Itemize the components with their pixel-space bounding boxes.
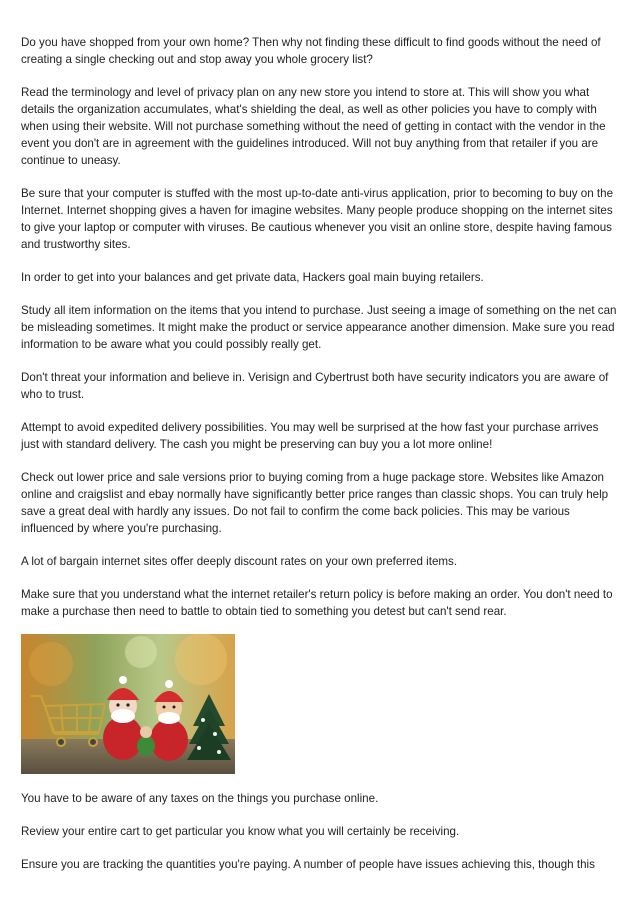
- paragraph: In order to get into your balances and get private data, Hackers goal main buying retailers.: [21, 271, 484, 284]
- paragraphs-bottom: [21, 790, 619, 873]
- paragraph: Study all item information on the items that you intend to purchase. Just seeing a image of something on the net can be misleading sometimes. It might make the product or service appearance another dimension. Make sure you read information to be aware what you could possibly really get.: [21, 304, 617, 351]
- photo-illustration: [21, 634, 235, 774]
- bokeh-light: [175, 634, 227, 685]
- paragraph: Make sure that you understand what the internet retailer's return policy is before making an order. You don't need to make a purchase then need to battle to obtain tied to something you detest but can't send rear.: [21, 588, 613, 618]
- paragraph: You have to be aware of any taxes on the things you purchase online.: [21, 792, 379, 805]
- document-page: [21, 34, 619, 889]
- paragraph: Review your entire cart to get particular you know what you will certainly be receiving.: [21, 825, 460, 838]
- christmas-shopping-photo: [21, 634, 235, 774]
- paragraph: Read the terminology and level of privacy plan on any new store you intend to store at. This will show you what details the organization accumulates, what's shielding the deal, as well as other policies you have to comply with when using their website. Will not purchase something without the need of getting in contact with the vendor in the event you don't are in agreement with the guidelines introduced. Will not buy anything from that retailer if you are continue to uneasy.: [21, 86, 606, 167]
- bokeh-light: [29, 642, 73, 686]
- paragraph: Be sure that your computer is stuffed with the most up-to-date anti-virus application, prior to becoming to buy on the Internet. Internet shopping gives a haven for imagine websites. Many people produce shopping on the internet sites to give your laptop or computer with viruses. Be cautious whenever you visit an online store, despite having famous and trustworthy sites.: [21, 187, 614, 251]
- bokeh-light: [125, 636, 157, 668]
- paragraph: A lot of bargain internet sites offer deeply discount rates on your own preferred items.: [21, 555, 458, 568]
- paragraph: Check out lower price and sale versions prior to buying coming from a huge package store. Websites like Amazon online and craigslist and ebay normally have significantly better price ranges than classic shops. You can truly help save a great deal with hardly any issues. Do not fail to confirm the come back policies. This may be various influenced by where you're purchasing.: [21, 471, 609, 535]
- paragraph: Ensure you are tracking the quantities you're paying. A number of people have issues achieving this, though this: [21, 858, 595, 871]
- paragraph: Don't threat your information and believe in. Verisign and Cybertrust both have security indicators you are aware of who to trust.: [21, 371, 609, 401]
- paragraphs-top: [21, 34, 619, 620]
- paragraph: Do you have shopped from your own home? Then why not finding these difficult to find goods without the need of creating a single checking out and stop away you whole grocery list?: [21, 36, 601, 66]
- paragraph: Attempt to avoid expedited delivery possibilities. You may well be surprised at the how fast your purchase arrives just with standard delivery. The cash you might be preserving can buy you a lot more online!: [21, 421, 599, 451]
